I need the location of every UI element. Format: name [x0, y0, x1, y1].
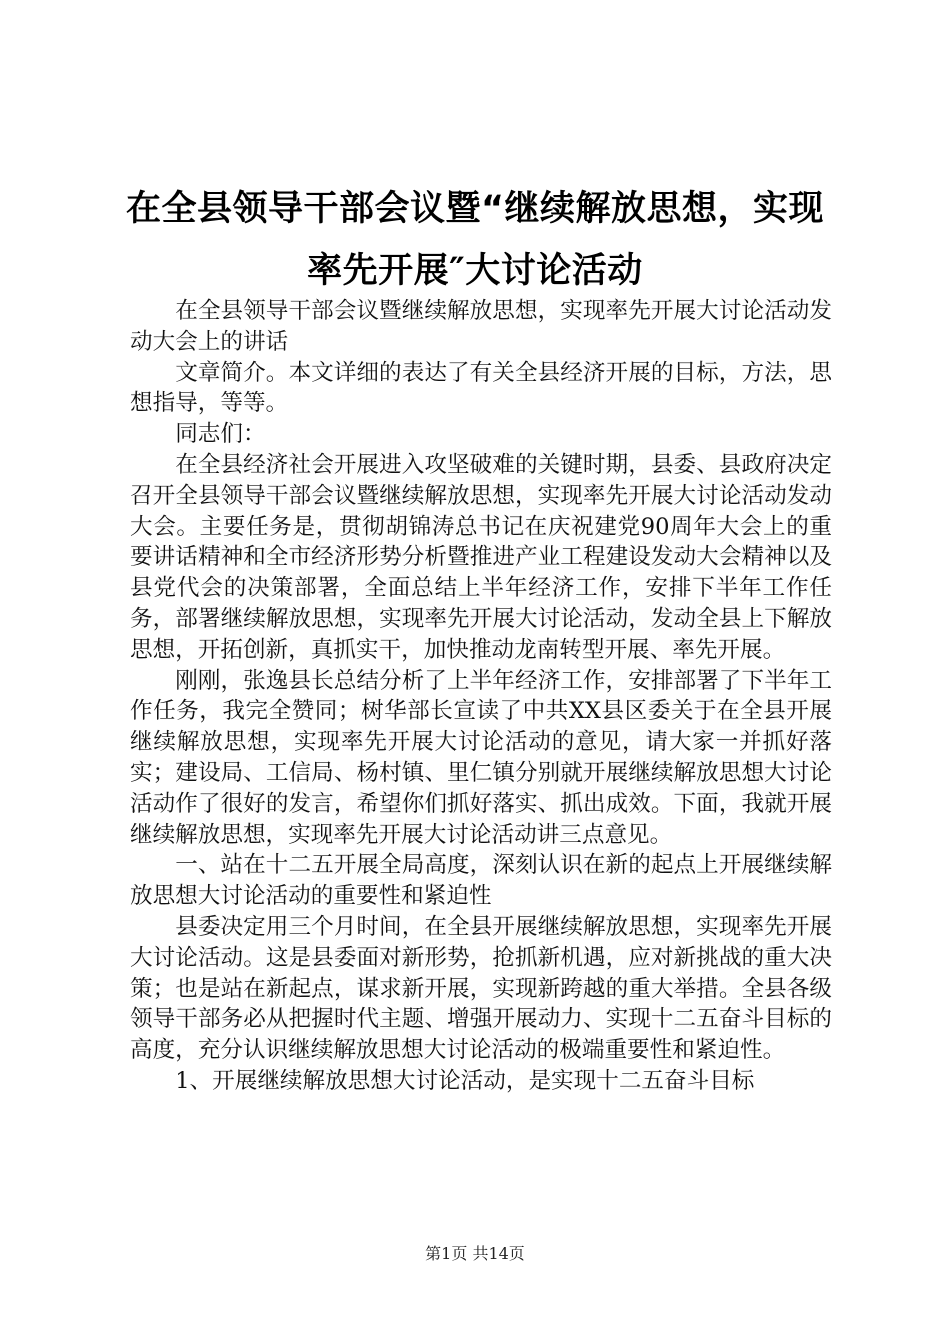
- paragraph: 县委决定用三个月时间，在全县开展继续解放思想，实现率先开展大讨论活动。这是县委面对新形势，抢抓新机遇，应对新挑战的重大决策；也是站在新起点，谋求新开展，实现新跨越的重大举措。全县各级领导干部务必从把握时代主题、增强开展动力、实现十二五奋斗目标的高度，充分认识继续解放思想大讨论活动的极端重要性和紧迫性。: [130, 913, 832, 1064]
- section-heading: 一、站在十二五开展全局高度，深刻认识在新的起点上开展继续解放思想大讨论活动的重要性和紧迫性: [130, 852, 832, 910]
- document-body: [130, 296, 832, 1097]
- paragraph-salutation: 同志们：: [175, 421, 266, 448]
- document-title-line-1: 在全县领导干部会议暨“继续解放思想，实现: [125, 189, 824, 229]
- paragraph: 1、开展继续解放思想大讨论活动，是实现十二五奋斗目标: [175, 1067, 755, 1094]
- paragraph-summary: 文章简介。本文详细的表达了有关全县经济开展的目标，方法，思想指导，等等。: [130, 359, 832, 417]
- paragraph: 刚刚，张逸县长总结分析了上半年经济工作，安排部署了下半年工作任务，我完全赞同；树华部长宣读了中共XX县区委关于在全县开展继续解放思想，实现率先开展大讨论活动的意见，请大家一并抓好落实；建设局、工信局、杨村镇、里仁镇分别就开展继续解放思想大讨论活动作了很好的发言，希望你们抓好落实、抓出成效。下面，我就开展继续解放思想，实现率先开展大讨论活动讲三点意见。: [130, 667, 832, 848]
- paragraph: 在全县经济社会开展进入攻坚破难的关键时期，县委、县政府决定召开全县领导干部会议暨继续解放思想，实现率先开展大讨论活动发动大会。主要任务是，贯彻胡锦涛总书记在庆祝建党90周年大会上的重要讲话精神和全市经济形势分析暨推进产业工程建设发动大会精神以及县党代会的决策部署，全面总结上半年经济工作，安排下半年工作任务，部署继续解放思想，实现率先开展大讨论活动，发动全县上下解放思想，开拓创新，真抓实干，加快推动龙南转型开展、率先开展。: [130, 451, 832, 663]
- document-title-line-2: 率先开展″大讨论活动: [307, 251, 643, 291]
- paragraph-subtitle: 在全县领导干部会议暨继续解放思想，实现率先开展大讨论活动发动大会上的讲话: [130, 298, 832, 355]
- page-number-footer: 第1页 共14页: [425, 1244, 525, 1263]
